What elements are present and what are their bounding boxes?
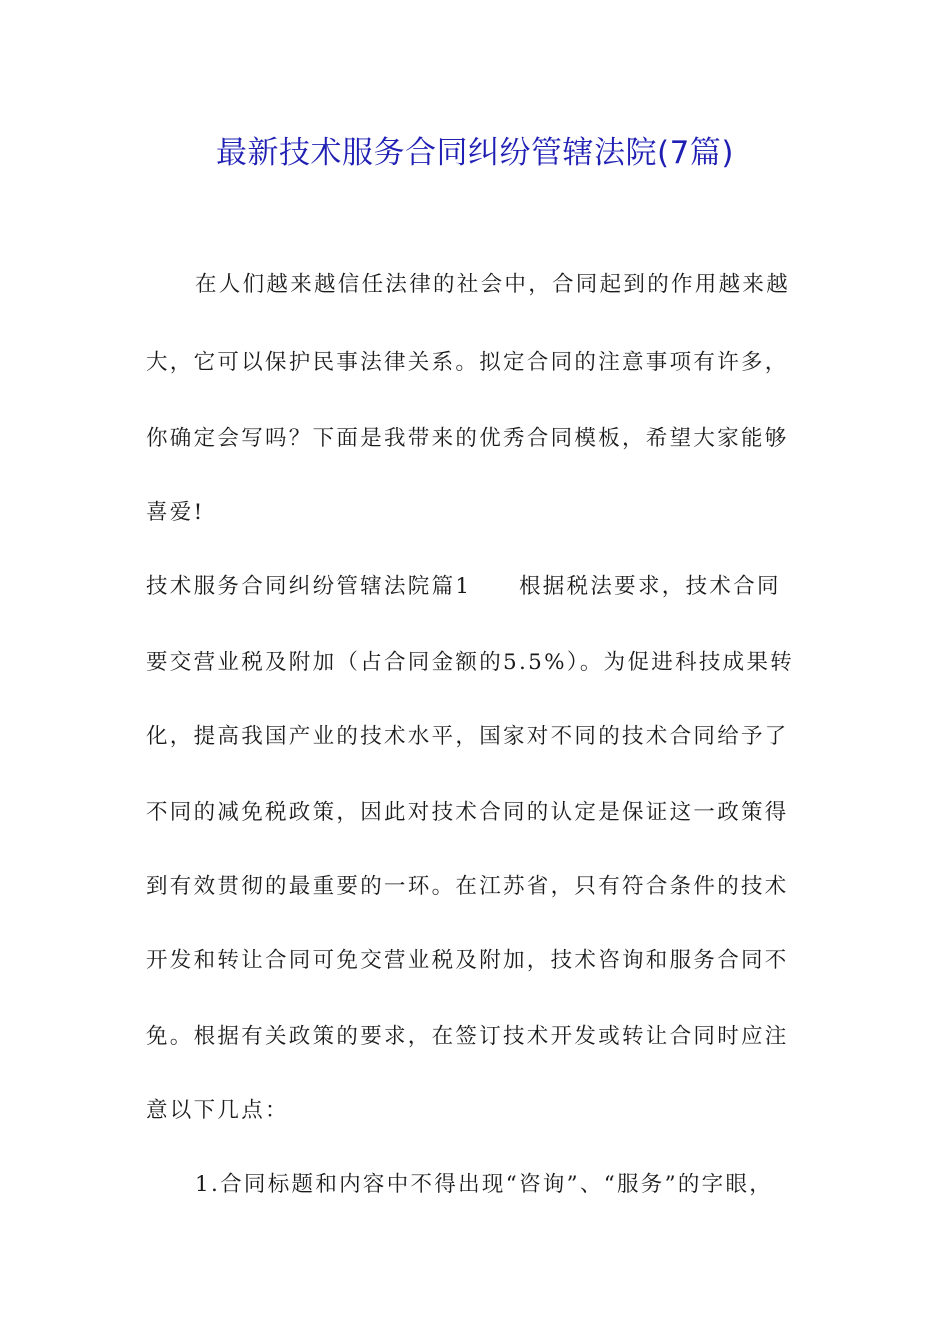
section1-line-6: 开发和转让合同可免交营业税及附加，技术咨询和服务合同不: [146, 948, 789, 973]
section1-line-5: 到有效贯彻的最重要的一环。在江苏省，只有符合条件的技术: [146, 874, 789, 899]
item1-line: 1.合同标题和内容中不得出现“咨询”、“服务”的字眼，: [195, 1172, 774, 1197]
section1-line-8: 意以下几点：: [146, 1098, 289, 1123]
section1-line-2: 要交营业税及附加（占合同金额的5.5%）。为促进科技成果转: [146, 650, 795, 675]
section1-line-3: 化，提高我国产业的技术水平，国家对不同的技术合同给予了: [146, 724, 789, 749]
section1-line-4: 不同的减免税政策，因此对技术合同的认定是保证这一政策得: [146, 800, 789, 825]
intro-line-3: 你确定会写吗？下面是我带来的优秀合同模板，希望大家能够: [146, 426, 789, 451]
section1-line-1: 技术服务合同纠纷管辖法院篇1 根据税法要求，技术合同: [146, 574, 781, 599]
intro-line-2: 大，它可以保护民事法律关系。拟定合同的注意事项有许多，: [146, 350, 789, 375]
document-title: 最新技术服务合同纠纷管辖法院(7篇): [216, 135, 734, 171]
intro-line-4: 喜爱!: [146, 500, 205, 525]
section1-line-7: 免。根据有关政策的要求，在签订技术开发或转让合同时应注: [146, 1024, 789, 1049]
intro-line-1: 在人们越来越信任法律的社会中，合同起到的作用越来越: [195, 272, 791, 297]
